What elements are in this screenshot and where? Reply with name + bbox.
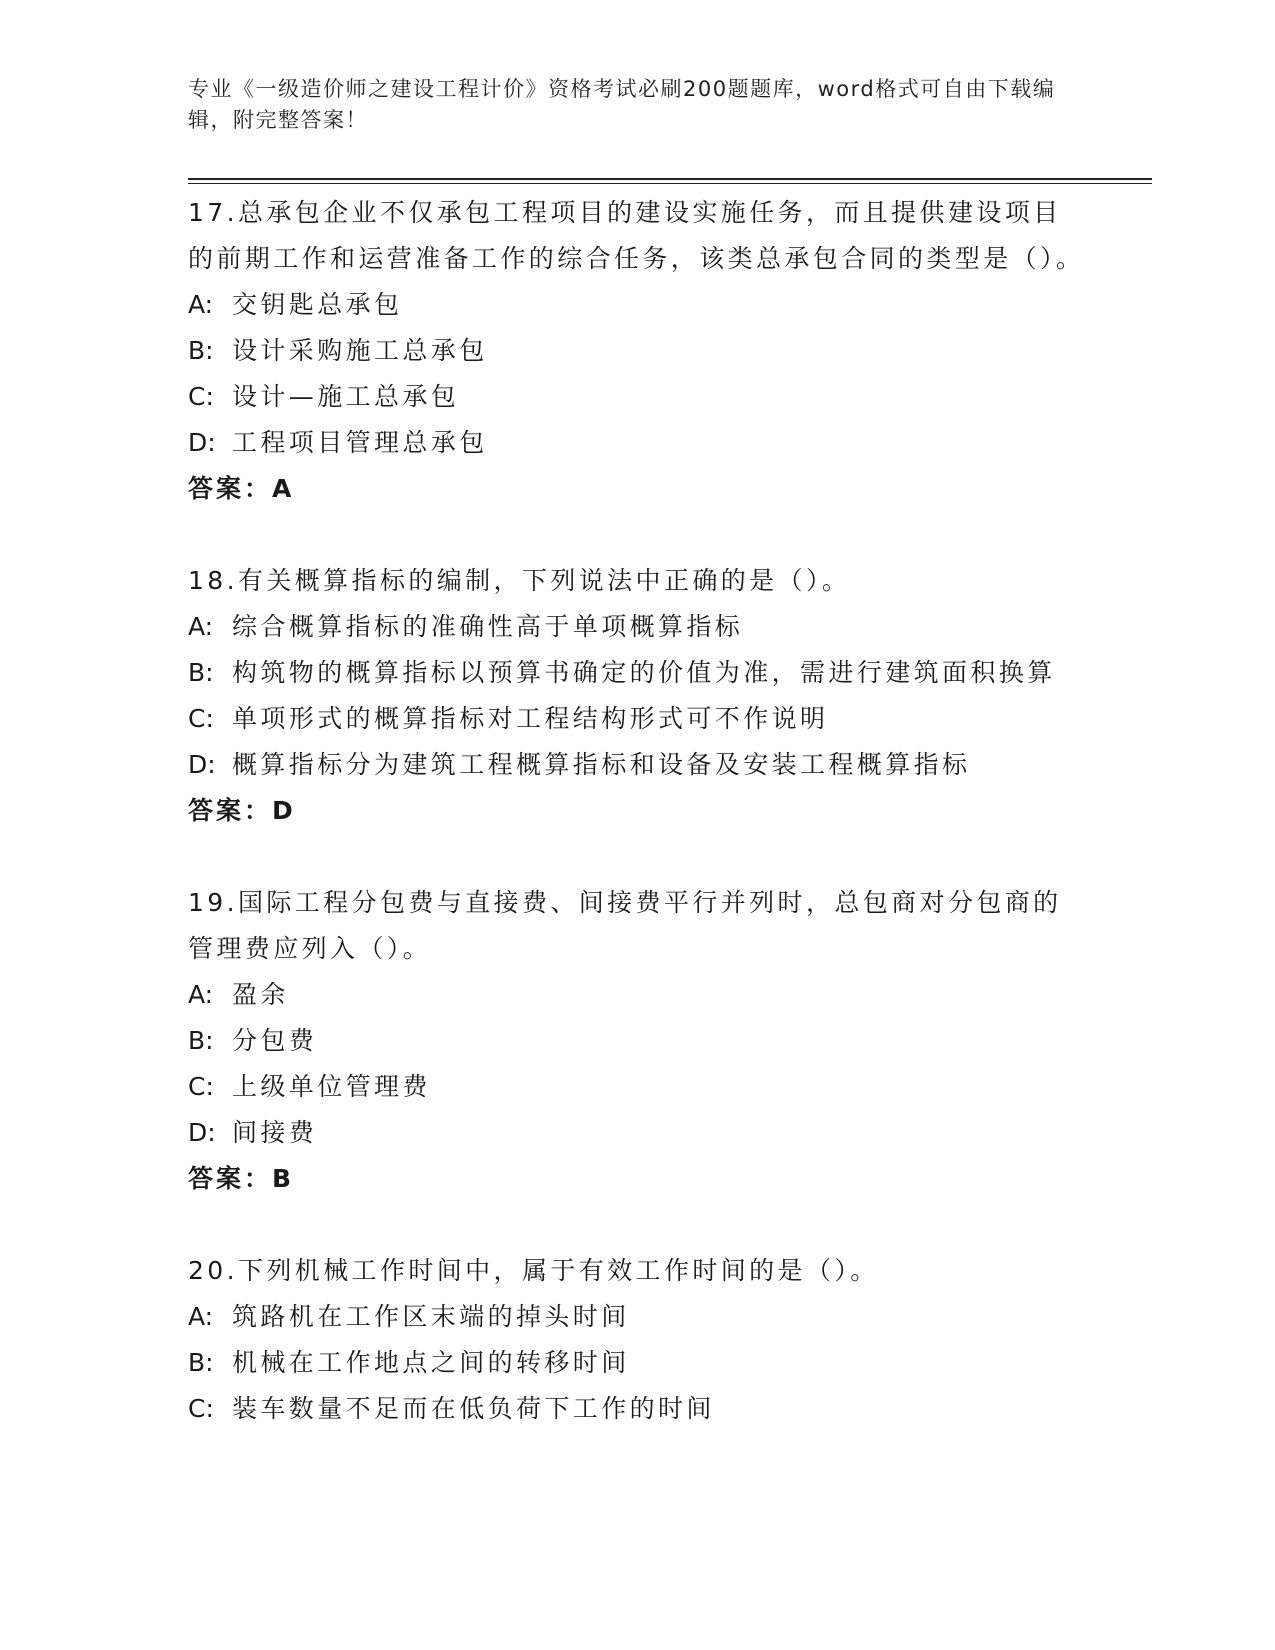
option-a xyxy=(188,972,1088,1018)
option-text: 单项形式的概算指标对工程结构形式可不作说明 xyxy=(232,704,829,733)
answer-value: A xyxy=(272,474,293,503)
option-text: 装车数量不足而在低负荷下工作的时间 xyxy=(232,1394,715,1423)
option-letter: D: xyxy=(188,750,216,779)
option-d xyxy=(188,420,1088,466)
option-a xyxy=(188,604,1088,650)
option-letter: B: xyxy=(188,1026,214,1055)
option-letter: B: xyxy=(188,1348,214,1377)
question-text: 19.国际工程分包费与直接费、间接费平行并列时，总包商对分包商的管理费应列入（）。 xyxy=(188,888,1062,963)
answer-line xyxy=(188,466,1088,512)
question-20 xyxy=(188,1248,1088,1432)
option-text: 交钥匙总承包 xyxy=(232,290,403,319)
option-text: 上级单位管理费 xyxy=(232,1072,431,1101)
answer-label: 答案： xyxy=(188,1164,273,1193)
question-text: 20.下列机械工作时间中，属于有效工作时间的是（）。 xyxy=(188,1256,879,1285)
header-rule-thick xyxy=(188,178,1152,180)
option-d xyxy=(188,742,1088,788)
option-text: 构筑物的概算指标以预算书确定的价值为准，需进行建筑面积换算 xyxy=(232,658,1056,687)
option-letter: D: xyxy=(188,1118,216,1147)
question-18 xyxy=(188,558,1088,834)
document-header: 专业《一级造价师之建设工程计价》资格考试必刷200题题库，word格式可自由下载编辑，附完整答案！ xyxy=(188,77,1056,132)
option-b xyxy=(188,1018,1088,1064)
option-letter: D: xyxy=(188,428,216,457)
option-c xyxy=(188,374,1088,420)
option-b xyxy=(188,1340,1088,1386)
option-text: 分包费 xyxy=(232,1026,318,1055)
option-letter: B: xyxy=(188,658,214,687)
spacer xyxy=(188,512,1088,558)
option-text: 综合概算指标的准确性高于单项概算指标 xyxy=(232,612,744,641)
option-letter: C: xyxy=(188,1072,214,1101)
answer-value: B xyxy=(272,1164,293,1193)
option-b xyxy=(188,650,1088,696)
question-19 xyxy=(188,880,1088,1202)
answer-line xyxy=(188,788,1088,834)
option-c xyxy=(188,1064,1088,1110)
header-rule-thin xyxy=(188,183,1152,184)
option-d xyxy=(188,1110,1088,1156)
question-list xyxy=(188,190,1088,1432)
option-letter: C: xyxy=(188,382,214,411)
option-text: 概算指标分为建筑工程概算指标和设备及安装工程概算指标 xyxy=(232,750,971,779)
question-text: 18.有关概算指标的编制，下列说法中正确的是（）。 xyxy=(188,566,851,595)
option-letter: C: xyxy=(188,1394,214,1423)
option-text: 盈余 xyxy=(232,980,289,1009)
option-c xyxy=(188,1386,1088,1432)
option-c xyxy=(188,696,1088,742)
option-letter: A: xyxy=(188,1302,214,1331)
option-letter: C: xyxy=(188,704,214,733)
option-text: 设计采购施工总承包 xyxy=(232,336,488,365)
answer-label: 答案： xyxy=(188,796,273,825)
option-a xyxy=(188,282,1088,328)
option-letter: B: xyxy=(188,336,214,365)
spacer xyxy=(188,834,1088,880)
option-text: 设计—施工总承包 xyxy=(232,382,460,411)
option-text: 机械在工作地点之间的转移时间 xyxy=(232,1348,630,1377)
option-a xyxy=(188,1294,1088,1340)
answer-label: 答案： xyxy=(188,474,273,503)
answer-value: D xyxy=(272,796,294,825)
option-text: 筑路机在工作区末端的掉头时间 xyxy=(232,1302,630,1331)
question-text: 17.总承包企业不仅承包工程项目的建设实施任务，而且提供建设项目的前期工作和运营准备工作的综合任务，该类总承包合同的类型是（）。 xyxy=(188,198,1085,273)
option-b xyxy=(188,328,1088,374)
option-letter: A: xyxy=(188,980,214,1009)
option-text: 工程项目管理总承包 xyxy=(232,428,488,457)
question-17 xyxy=(188,190,1088,512)
option-letter: A: xyxy=(188,290,214,319)
option-text: 间接费 xyxy=(232,1118,318,1147)
answer-line xyxy=(188,1156,1088,1202)
spacer xyxy=(188,1202,1088,1248)
option-letter: A: xyxy=(188,612,214,641)
